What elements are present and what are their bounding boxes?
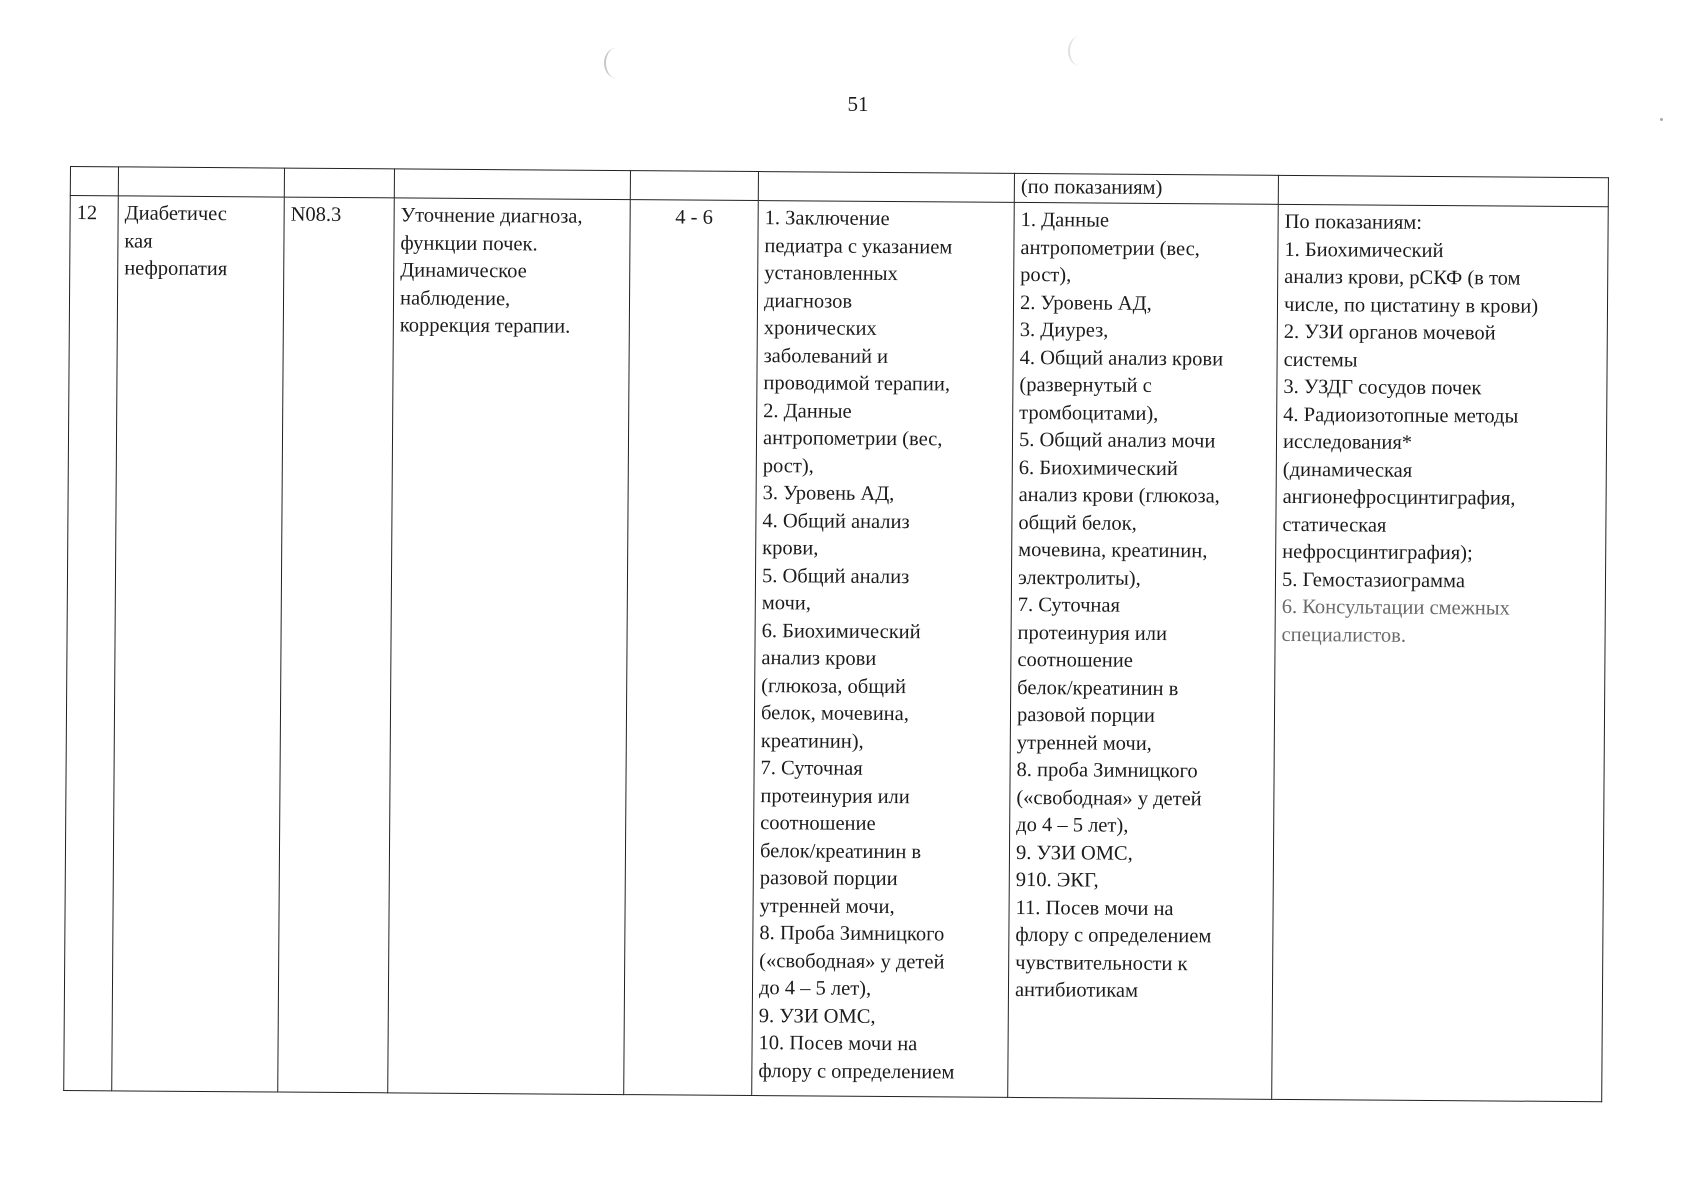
additional-exam-line: 3. УЗДГ сосудов почек	[1283, 375, 1482, 400]
required-doc-line: мочи,	[761, 592, 812, 615]
additional-exam-line: По показаниям:	[1284, 210, 1423, 234]
required-doc-line: рост),	[762, 454, 814, 477]
additional-exam-line: 5. Гемостазиограмма	[1281, 568, 1466, 592]
row-number: 12	[64, 196, 119, 1091]
diagnosis-name-cell	[112, 196, 285, 1092]
goal-line: Динамическое	[400, 259, 527, 283]
additional-exam-line: анализ крови, рСКФ (в том	[1284, 265, 1521, 290]
mandatory-exam-line: флору с определением	[1015, 923, 1212, 948]
required-doc-line: антропометрии (вес,	[762, 427, 943, 451]
mandatory-exam-line: белок/креатинин в	[1017, 676, 1179, 700]
mandatory-exams-cell	[1008, 202, 1279, 1099]
mandatory-exam-line: 11. Посев мочи на	[1015, 896, 1174, 920]
required-doc-line: диагнозов	[763, 289, 853, 313]
mandatory-exam-line: 4. Общий анализ крови	[1019, 346, 1224, 370]
additional-exam-line: 4. Радиоизотопные методы	[1283, 403, 1519, 428]
additional-exam-line: 1. Биохимический	[1284, 238, 1444, 262]
additional-exams-cell	[1272, 204, 1609, 1101]
required-doc-line: 1. Заключение	[764, 207, 890, 231]
required-docs-cell	[752, 201, 1015, 1098]
required-doc-line: 3. Уровень АД,	[762, 482, 895, 506]
duration: 4 - 6	[624, 200, 759, 1096]
required-doc-line: белок/креатинин в	[759, 839, 922, 863]
mandatory-exam-line: антропометрии (вес,	[1020, 236, 1200, 260]
additional-exam-line: исследования*	[1282, 430, 1413, 454]
additional-exam-line: ангионефросцинтиграфия,	[1282, 485, 1516, 510]
required-doc-line: установленных	[764, 262, 898, 286]
mandatory-exam-line: электролиты),	[1017, 566, 1141, 590]
cell-empty	[284, 168, 394, 198]
required-doc-line: разовой порции	[759, 867, 898, 891]
required-doc-line: креатинин),	[760, 729, 864, 753]
required-doc-line: 6. Биохимический	[761, 619, 921, 643]
required-doc-line: («свободная» у детей	[759, 949, 945, 973]
required-doc-line: 5. Общий анализ	[761, 564, 910, 588]
cell-empty	[118, 167, 284, 197]
additional-exam-line: (динамическая	[1282, 458, 1413, 482]
mandatory-exam-line: анализ крови (глюкоза,	[1018, 483, 1220, 508]
required-doc-line: до 4 – 5 лет),	[758, 977, 872, 1000]
mandatory-exam-line: 910. ЭКГ,	[1015, 868, 1099, 892]
mandatory-exam-line: до 4 – 5 лет),	[1016, 813, 1129, 837]
diagnosis-name-line: кая	[124, 229, 153, 253]
diagnosis-name-line: Диабетичес	[124, 202, 227, 226]
required-doc-line: утренней мочи,	[759, 894, 895, 918]
goal-line: наблюдение,	[399, 286, 511, 310]
mandatory-exam-line: утренней мочи,	[1016, 731, 1152, 755]
cell-empty	[758, 172, 1014, 203]
cell-empty	[394, 169, 630, 200]
mandatory-exam-line: (развернутый с	[1019, 373, 1152, 397]
required-doc-line: 10. Посев мочи на	[758, 1032, 918, 1056]
mandatory-exam-line: разовой порции	[1016, 703, 1155, 727]
goals-cell	[388, 198, 631, 1095]
required-doc-line: белок, мочевина,	[760, 702, 909, 726]
mandatory-exam-line: 3. Диурез,	[1019, 318, 1109, 342]
page-number: 51	[847, 92, 869, 116]
additional-exam-line: статическая	[1282, 513, 1387, 537]
mandatory-exam-line: 9. УЗИ ОМС,	[1015, 841, 1133, 865]
additional-exam-line: 2. УЗИ органов мочевой	[1283, 320, 1496, 345]
mandatory-exam-line: 8. проба Зимницкого	[1016, 758, 1198, 783]
mandatory-exam-line: 6. Биохимический	[1018, 456, 1178, 480]
goal-line: Уточнение диагноза,	[400, 204, 583, 228]
required-doc-line: флору с определением	[758, 1059, 955, 1084]
required-doc-line: 4. Общий анализ	[762, 509, 910, 533]
required-doc-line: соотношение	[760, 812, 876, 835]
scan-artifact-mark	[1068, 36, 1092, 66]
mandatory-exam-line: чувствительности к	[1015, 951, 1188, 975]
required-doc-line: протеинурия или	[760, 784, 910, 808]
required-doc-line: анализ крови	[761, 647, 877, 670]
additional-exam-line: числе, по цистатину в крови)	[1283, 293, 1539, 318]
mandatory-exam-line: рост),	[1020, 263, 1072, 287]
mandatory-exam-line: мочевина, креатинин,	[1018, 538, 1208, 563]
goal-line: коррекция терапии.	[399, 314, 571, 338]
table-row	[64, 196, 1609, 1102]
mandatory-exam-line: соотношение	[1017, 648, 1133, 672]
cell-empty	[70, 167, 118, 196]
goal-line: функции почек.	[400, 231, 538, 255]
cell-empty	[1278, 175, 1608, 206]
scan-artifact-mark	[604, 48, 628, 78]
required-doc-line: педиатра с указанием	[764, 234, 953, 258]
mandatory-exam-line: тромбоцитами),	[1019, 401, 1159, 425]
required-doc-line: хронических	[763, 317, 877, 340]
mandatory-exam-line: 7. Суточная	[1017, 593, 1121, 617]
required-doc-line: 8. Проба Зимницкого	[759, 922, 945, 946]
diagnosis-name-line: нефропатия	[124, 257, 228, 281]
mandatory-exam-line: 1. Данные	[1020, 208, 1110, 232]
additional-exam-line: 6. Консультации смежных	[1281, 595, 1510, 620]
additional-exam-line: специалистов.	[1281, 623, 1407, 647]
required-doc-line: заболеваний и	[763, 344, 889, 368]
required-doc-line: (глюкоза, общий	[761, 674, 907, 698]
mandatory-exam-line: антибиотикам	[1014, 978, 1139, 1002]
mandatory-exam-line: («свободная» у детей	[1016, 786, 1202, 810]
scan-speck	[1660, 118, 1663, 121]
required-doc-line: 2. Данные	[763, 399, 852, 423]
additional-exam-line: системы	[1283, 348, 1358, 371]
mandatory-exam-line: 2. Уровень АД,	[1019, 291, 1152, 315]
required-doc-line: 7. Суточная	[760, 757, 863, 780]
guideline-table	[63, 166, 1609, 1102]
mandatory-exam-line: протеинурия или	[1017, 621, 1168, 645]
mandatory-exam-line: 5. Общий анализ мочи	[1018, 428, 1216, 453]
guideline-table-wrapper	[63, 166, 1608, 1097]
carryover-text: (по показаниям)	[1014, 173, 1278, 204]
icd-code: N08.3	[278, 197, 395, 1093]
additional-exam-line: нефросцинтиграфия);	[1282, 540, 1473, 565]
required-doc-line: крови,	[762, 537, 819, 560]
required-doc-line: 9. УЗИ ОМС,	[758, 1004, 876, 1028]
cell-empty	[630, 171, 758, 201]
mandatory-exam-line: общий белок,	[1018, 511, 1137, 535]
required-doc-line: проводимой терапии,	[763, 372, 951, 396]
